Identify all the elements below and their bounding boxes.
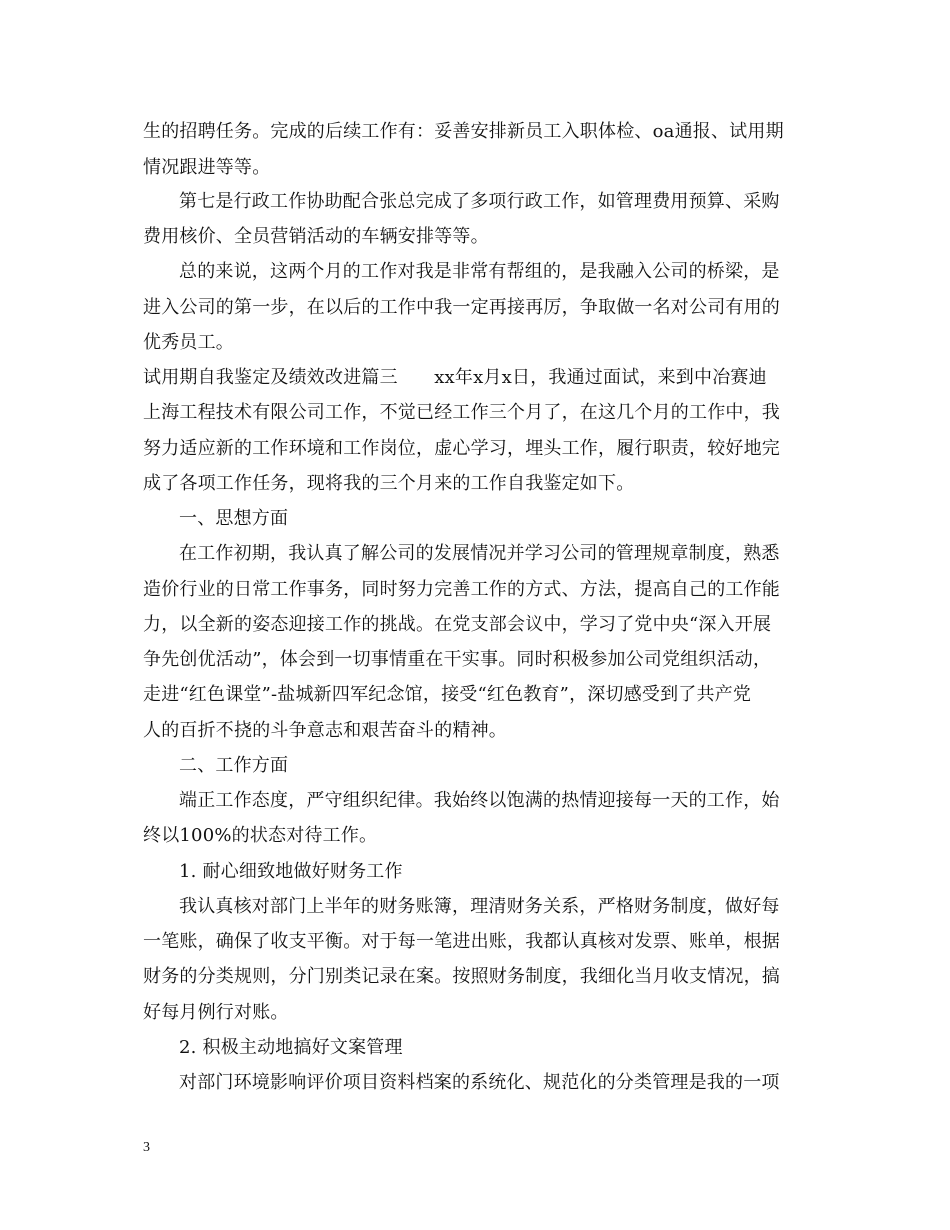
section-title-line: 试用期自我鉴定及绩效改进篇三 xx年x月x日，我通过面试，来到中冶赛迪 xyxy=(143,367,767,388)
text-line: 在工作初期，我认真了解公司的发展情况并学习公司的管理规章制度，熟悉 xyxy=(179,543,780,564)
text-line: 力，以全新的姿态迎接工作的挑战。在党支部会议中，学习了党中央“深入开展 xyxy=(143,614,772,635)
text-line: 一笔账，确保了收支平衡。对于每一笔进出账，我都认真核对发票、账单，根据 xyxy=(143,931,780,952)
numbered-heading: 1. 耐心细致地做好财务工作 xyxy=(179,861,403,882)
text-line: 上海工程技术有限公司工作，不觉已经工作三个月了，在这几个月的工作中，我 xyxy=(143,402,780,423)
text-line: 财务的分类规则，分门别类记录在案。按照财务制度，我细化当月收支情况，搞 xyxy=(143,966,780,987)
text-line: 情况跟进等等。 xyxy=(143,157,271,178)
text-line: 优秀员工。 xyxy=(143,332,234,353)
page-number: 3 xyxy=(143,1140,150,1155)
text-line: 人的百折不挠的斗争意志和艰苦奋斗的精神。 xyxy=(143,720,507,741)
text-line: 争先创优活动”，体会到一切事情重在干实事。同时积极参加公司党组织活动， xyxy=(143,649,772,670)
subheading: 二、工作方面 xyxy=(179,755,289,776)
text-line: 进入公司的第一步，在以后的工作中我一定再接再厉，争取做一名对公司有用的 xyxy=(143,297,780,318)
numbered-heading: 2. 积极主动地搞好文案管理 xyxy=(179,1037,403,1058)
text-line: 我认真核对部门上半年的财务账簿，理清财务关系，严格财务制度，做好每 xyxy=(179,896,780,917)
text-line: 费用核价、全员营销活动的车辆安排等等。 xyxy=(143,226,489,247)
text-line: 努力适应新的工作环境和工作岗位，虚心学习，埋头工作，履行职责，较好地完 xyxy=(143,438,780,459)
text-line: 终以100%的状态对待工作。 xyxy=(143,825,378,846)
text-line: 造价行业的日常工作事务，同时努力完善工作的方式、方法，提高自己的工作能 xyxy=(143,579,780,600)
text-line: 总的来说，这两个月的工作对我是非常有帮组的，是我融入公司的桥梁，是 xyxy=(179,261,780,282)
text-line: 好每月例行对账。 xyxy=(143,1002,289,1023)
text-line: 端正工作态度，严守组织纪律。我始终以饱满的热情迎接每一天的工作，始 xyxy=(179,790,780,811)
text-line: 生的招聘任务。完成的后续工作有：妥善安排新员工入职体检、oa通报、试用期 xyxy=(143,121,784,142)
text-line: 第七是行政工作协助配合张总完成了多项行政工作，如管理费用预算、采购 xyxy=(179,191,780,212)
text-line: 对部门环境影响评价项目资料档案的系统化、规范化的分类管理是我的一项 xyxy=(179,1072,780,1093)
subheading: 一、思想方面 xyxy=(179,508,289,529)
text-line: 成了各项工作任务，现将我的三个月来的工作自我鉴定如下。 xyxy=(143,473,635,494)
text-line: 走进“红色课堂”-盐城新四军纪念馆，接受“红色教育”，深切感受到了共产党 xyxy=(143,684,752,705)
